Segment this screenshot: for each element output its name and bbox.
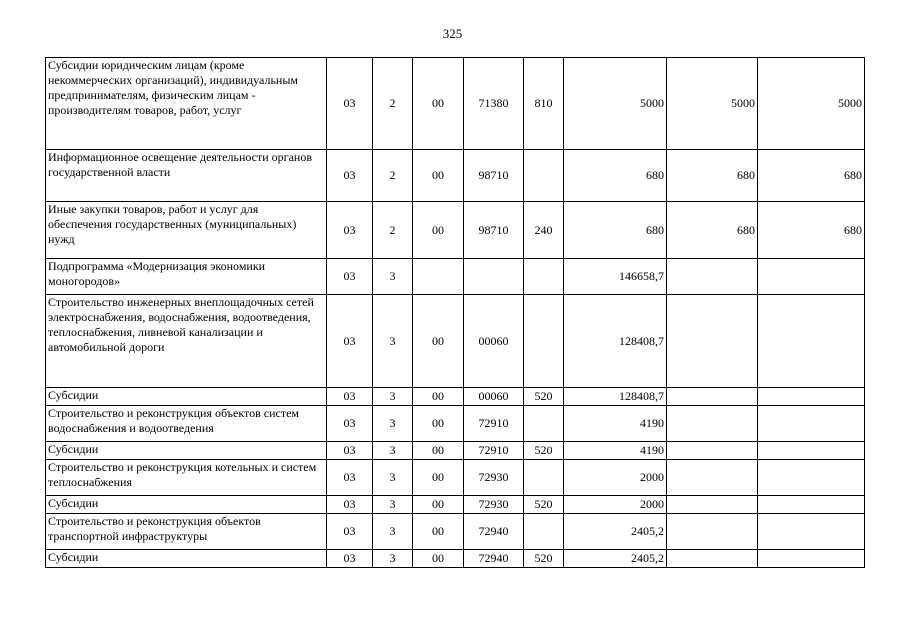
row-name: Субсидии xyxy=(46,388,327,406)
code-main-event: 00 xyxy=(413,514,464,550)
code-section: 03 xyxy=(327,58,373,150)
code-expense-type: 240 xyxy=(524,202,564,259)
code-direction: 72940 xyxy=(464,550,524,568)
table-row xyxy=(46,150,865,202)
amount-2 xyxy=(667,295,758,388)
code-expense-type xyxy=(524,259,564,295)
amount-2: 680 xyxy=(667,202,758,259)
table-row xyxy=(46,259,865,295)
code-main-event: 00 xyxy=(413,496,464,514)
code-subprogram: 3 xyxy=(373,514,413,550)
budget-table xyxy=(45,57,865,568)
amount-1: 2000 xyxy=(564,496,667,514)
code-expense-type xyxy=(524,150,564,202)
code-direction: 71380 xyxy=(464,58,524,150)
code-main-event xyxy=(413,259,464,295)
code-expense-type xyxy=(524,295,564,388)
amount-2: 5000 xyxy=(667,58,758,150)
code-section: 03 xyxy=(327,514,373,550)
amount-2 xyxy=(667,406,758,442)
amount-3 xyxy=(758,514,865,550)
table-row xyxy=(46,295,865,388)
table-row xyxy=(46,496,865,514)
code-section: 03 xyxy=(327,150,373,202)
amount-1: 5000 xyxy=(564,58,667,150)
code-expense-type xyxy=(524,406,564,442)
code-direction: 98710 xyxy=(464,150,524,202)
amount-1: 2000 xyxy=(564,460,667,496)
amount-1: 146658,7 xyxy=(564,259,667,295)
code-subprogram: 2 xyxy=(373,202,413,259)
amount-3: 5000 xyxy=(758,58,865,150)
code-expense-type: 520 xyxy=(524,442,564,460)
amount-2 xyxy=(667,496,758,514)
amount-2 xyxy=(667,442,758,460)
amount-3 xyxy=(758,550,865,568)
amount-1: 4190 xyxy=(564,442,667,460)
row-name: Субсидии xyxy=(46,442,327,460)
amount-3 xyxy=(758,388,865,406)
code-subprogram: 2 xyxy=(373,58,413,150)
table-row xyxy=(46,202,865,259)
code-section: 03 xyxy=(327,496,373,514)
amount-3 xyxy=(758,460,865,496)
table-row xyxy=(46,388,865,406)
code-main-event: 00 xyxy=(413,442,464,460)
code-direction: 98710 xyxy=(464,202,524,259)
code-section: 03 xyxy=(327,442,373,460)
code-section: 03 xyxy=(327,295,373,388)
code-direction: 00060 xyxy=(464,388,524,406)
amount-2 xyxy=(667,388,758,406)
amount-2 xyxy=(667,460,758,496)
code-section: 03 xyxy=(327,550,373,568)
code-expense-type: 520 xyxy=(524,496,564,514)
amount-2: 680 xyxy=(667,150,758,202)
row-name: Информационное освещение деятельности органов государственной власти xyxy=(46,150,327,202)
code-subprogram: 3 xyxy=(373,259,413,295)
code-main-event: 00 xyxy=(413,150,464,202)
row-name: Строительство и реконструкция котельных и систем теплоснабжения xyxy=(46,460,327,496)
code-subprogram: 3 xyxy=(373,295,413,388)
row-name: Субсидии xyxy=(46,496,327,514)
table-row xyxy=(46,442,865,460)
amount-3 xyxy=(758,496,865,514)
row-name: Субсидии юридическим лицам (кроме некоммерческих организаций), индивидуальным предпринимателям, физическим лицам - производителям товаров, работ, услуг xyxy=(46,58,327,150)
code-expense-type xyxy=(524,514,564,550)
table-row xyxy=(46,514,865,550)
code-main-event: 00 xyxy=(413,406,464,442)
amount-1: 2405,2 xyxy=(564,550,667,568)
code-direction: 72910 xyxy=(464,442,524,460)
row-name: Субсидии xyxy=(46,550,327,568)
amount-2 xyxy=(667,550,758,568)
amount-3: 680 xyxy=(758,150,865,202)
code-expense-type: 520 xyxy=(524,388,564,406)
code-expense-type xyxy=(524,460,564,496)
code-direction: 72910 xyxy=(464,406,524,442)
code-main-event: 00 xyxy=(413,202,464,259)
code-section: 03 xyxy=(327,259,373,295)
amount-2 xyxy=(667,259,758,295)
code-main-event: 00 xyxy=(413,388,464,406)
code-direction: 72930 xyxy=(464,496,524,514)
amount-3: 680 xyxy=(758,202,865,259)
amount-1: 680 xyxy=(564,150,667,202)
code-direction: 72940 xyxy=(464,514,524,550)
code-section: 03 xyxy=(327,460,373,496)
code-main-event: 00 xyxy=(413,550,464,568)
code-subprogram: 3 xyxy=(373,388,413,406)
amount-3 xyxy=(758,442,865,460)
code-expense-type: 810 xyxy=(524,58,564,150)
code-main-event: 00 xyxy=(413,58,464,150)
amount-2 xyxy=(667,514,758,550)
code-main-event: 00 xyxy=(413,295,464,388)
code-section: 03 xyxy=(327,388,373,406)
code-section: 03 xyxy=(327,406,373,442)
code-subprogram: 3 xyxy=(373,442,413,460)
row-name: Иные закупки товаров, работ и услуг для обеспечения государственных (муниципальных) нужд xyxy=(46,202,327,259)
table-row xyxy=(46,406,865,442)
amount-1: 128408,7 xyxy=(564,388,667,406)
code-direction xyxy=(464,259,524,295)
code-section: 03 xyxy=(327,202,373,259)
amount-1: 2405,2 xyxy=(564,514,667,550)
code-expense-type: 520 xyxy=(524,550,564,568)
code-main-event: 00 xyxy=(413,460,464,496)
table-row xyxy=(46,58,865,150)
row-name: Строительство инженерных внеплощадочных сетей электроснабжения, водоснабжения, водоотведения, теплоснабжения, ливневой канализации и автомобильной дороги xyxy=(46,295,327,388)
code-subprogram: 3 xyxy=(373,550,413,568)
amount-1: 680 xyxy=(564,202,667,259)
code-direction: 00060 xyxy=(464,295,524,388)
amount-3 xyxy=(758,259,865,295)
code-subprogram: 3 xyxy=(373,460,413,496)
amount-1: 128408,7 xyxy=(564,295,667,388)
code-subprogram: 3 xyxy=(373,496,413,514)
amount-1: 4190 xyxy=(564,406,667,442)
amount-3 xyxy=(758,406,865,442)
code-subprogram: 2 xyxy=(373,150,413,202)
table-row xyxy=(46,460,865,496)
row-name: Подпрограмма «Модернизация экономики моногородов» xyxy=(46,259,327,295)
row-name: Строительство и реконструкция объектов транспортной инфраструктуры xyxy=(46,514,327,550)
table-row xyxy=(46,550,865,568)
page-number: 325 xyxy=(442,26,463,41)
code-subprogram: 3 xyxy=(373,406,413,442)
amount-3 xyxy=(758,295,865,388)
row-name: Строительство и реконструкция объектов систем водоснабжения и водоотведения xyxy=(46,406,327,442)
code-direction: 72930 xyxy=(464,460,524,496)
